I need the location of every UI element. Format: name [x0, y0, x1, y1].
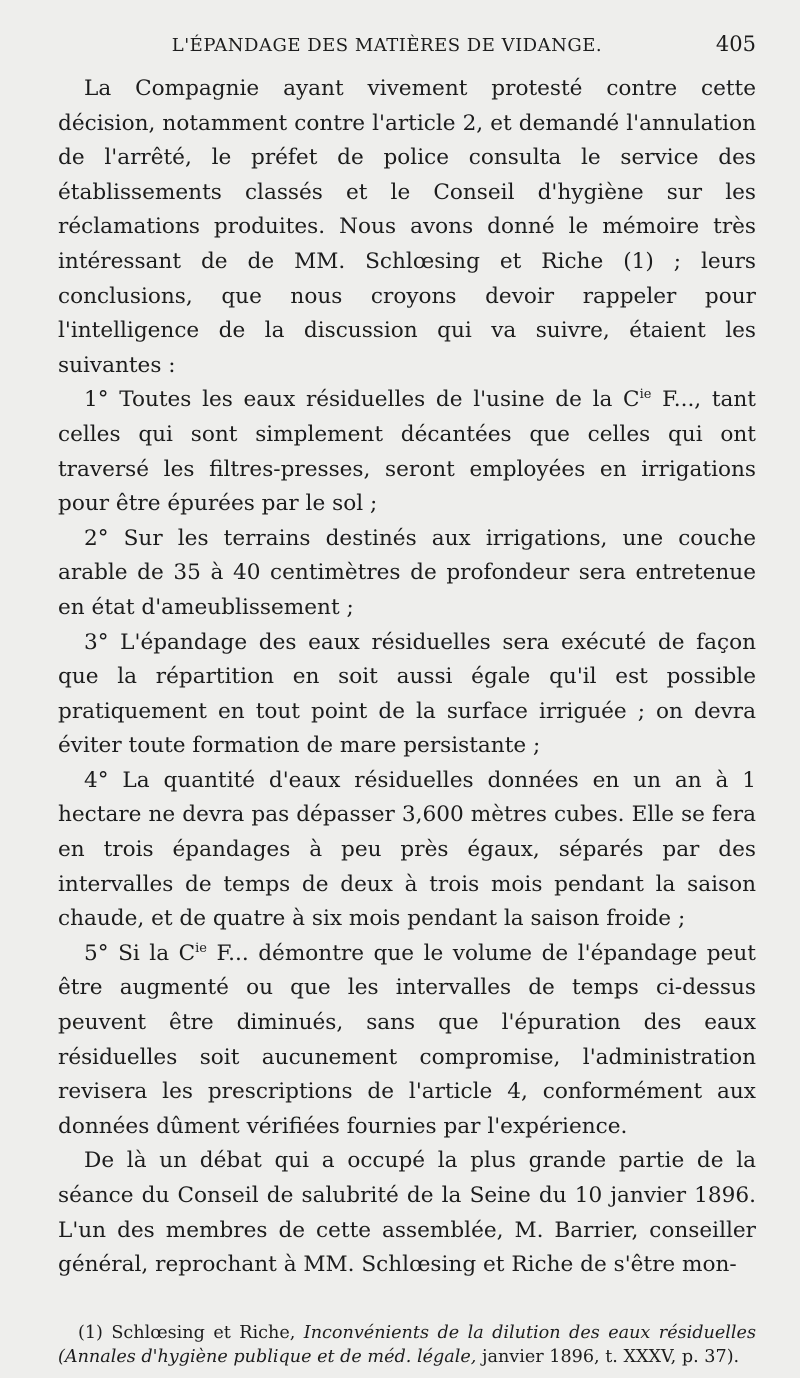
- body-text: [58, 72, 756, 1283]
- item-1-text-a: 1° Toutes les eaux résiduelles de l'usine de la C: [84, 387, 640, 413]
- item-5-superscript: ie: [195, 940, 207, 956]
- footnote-details: janvier 1896, t. XXXV, p. 37).: [476, 1346, 740, 1367]
- list-item-3: 3° L'épandage des eaux résiduelles sera exécuté de façon que la répartition en soit aussi égale qu'il est possible pratiquement en tout point de la surface irriguée ; on devra éviter toute formation de mare persistante ;: [58, 629, 756, 759]
- list-item-2: 2° Sur les terrains destinés aux irrigations, une couche arable de 35 à 40 centimètres de profondeur sera entretenue en état d'ameublissement ;: [58, 525, 756, 620]
- list-item-5: [58, 937, 756, 1145]
- item-5-text-a: 5° Si la C: [84, 940, 196, 966]
- footnote: [58, 1321, 756, 1369]
- footnote-authors: (1) Schlœsing et Riche,: [78, 1322, 304, 1343]
- list-item-4: 4° La quantité d'eaux résiduelles données en un an à 1 hectare ne devra pas dépasser 3,600 mètres cubes. Elle se fera en trois épandages à peu près égaux, séparés par des intervalles de temps de deux à trois mois pendant la saison chaude, et de quatre à six mois pendant la saison froide ;: [58, 767, 756, 932]
- item-1-text-b: F..., tant celles qui sont simplement décantées que celles qui ont traversé les filtres-presses, seront employées en irrigations pour être épurées par le sol ;: [58, 387, 756, 517]
- running-head: L'ÉPANDAGE DES MATIÈRES DE VIDANGE.: [171, 35, 603, 56]
- page-header: [58, 32, 756, 72]
- item-5-text-b: F... démontre que le volume de l'épandage peut être augmenté ou que les intervalles de temps ci-dessus peuvent être diminués, sans que l'épuration des eaux résiduelles soit aucunement compromise, l'administration revisera les prescriptions de l'article 4, conformément aux données dûment vérifiées fournies par l'expérience.: [58, 940, 756, 1139]
- page-number: 405: [715, 32, 756, 56]
- paragraph-debate: De là un débat qui a occupé la plus grande partie de la séance du Conseil de salubrité de la Seine du 10 janvier 1896. L'un des membres de cette assemblée, M. Barrier, conseiller général, reprochant à MM. Schlœsing et Riche de s'être mon-: [58, 1148, 756, 1278]
- item-1-superscript: ie: [639, 387, 652, 403]
- footnote-title: Inconvénients de la dilution des eaux résiduelles: [303, 1322, 756, 1343]
- paragraph-intro: La Compagnie ayant vivement protesté contre cette décision, notamment contre l'article 2, et demandé l'annulation de l'arrêté, le préfet de police consulta le service des établissements classés et le Conseil d'hygiène sur les réclamations produites. Nous avons donné le mémoire très intéressant de de MM. Schlœsing et Riche (1) ; leurs conclusions, que nous croyons devoir rappeler pour l'intelligence de la discussion qui va suivre, étaient les suivantes :: [58, 76, 756, 378]
- list-item-1: [58, 383, 756, 521]
- footnote-source: (Annales d'hygiène publique et de méd. légale,: [58, 1346, 477, 1367]
